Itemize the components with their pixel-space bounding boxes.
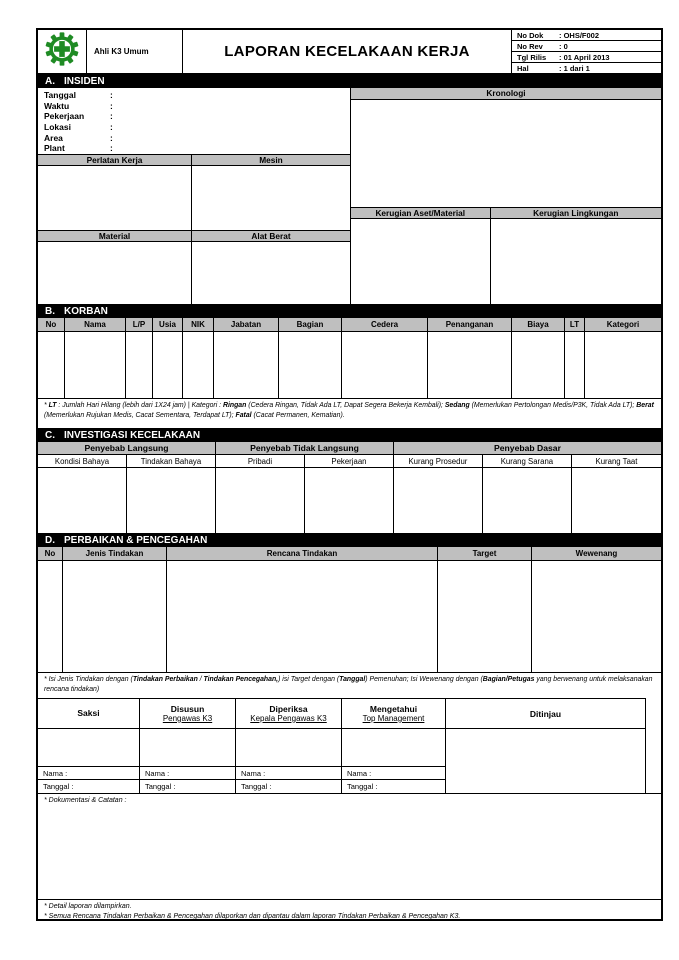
dokumentasi-label: * Dokumentasi & Catatan :: [44, 797, 127, 804]
kerugian-aset-box: [351, 219, 491, 304]
note-text: yang berwenang untuk melaksanakan rencana tindakan): [44, 676, 653, 693]
doc-info-label: No Rev: [517, 41, 543, 51]
section-letter: C.: [45, 429, 55, 441]
cell-kurang-taat: [572, 468, 661, 533]
cell-pribadi: [216, 468, 305, 533]
col-pribadi: Pribadi: [216, 455, 305, 467]
signature-header: [342, 699, 445, 729]
field-label: Waktu: [44, 100, 70, 111]
cell-penanganan: [428, 332, 512, 398]
cell-tindakan-bahaya: [127, 468, 216, 533]
name-line: Nama :: [236, 767, 341, 780]
header-kerugian-lingkungan: Kerugian Lingkungan: [491, 208, 662, 218]
perbaikan-table-header: [38, 547, 661, 561]
field-label: Area: [44, 132, 63, 143]
form-title: LAPORAN KECELAKAAN KERJA: [224, 43, 470, 60]
header-mesin: Mesin: [192, 155, 350, 165]
date-line: Tanggal :: [145, 782, 176, 792]
field-label: Tanggal: [44, 90, 76, 101]
signature-title: Mengetahui: [369, 703, 418, 714]
note-text: (Memerlukan Rujukan Medis, Cacat Sementara, Terdapat LT);: [44, 412, 236, 419]
doc-info-label: Hal: [517, 63, 529, 73]
col-nik: NIK: [183, 318, 214, 331]
note-text: * Isi Jenis Tindakan dengan (: [44, 676, 133, 683]
field-area: [44, 132, 350, 143]
cell-nik: [183, 332, 214, 398]
note-text: *: [44, 402, 49, 409]
field-label: Pekerjaan: [44, 111, 85, 122]
section-d-bar: [38, 533, 661, 547]
cell-bagian: [279, 332, 342, 398]
signature-space: [140, 729, 235, 768]
doc-info-value: : 0: [559, 41, 568, 51]
cell-no: [38, 561, 63, 672]
signature-header: [446, 699, 645, 729]
cell-kurang-prosedur: [394, 468, 483, 533]
doc-info-value: : OHS/F002: [559, 30, 600, 40]
signature-title: Ditinjau: [529, 708, 562, 719]
field-colon: :: [110, 122, 113, 133]
korban-footnote: [38, 398, 661, 428]
field-colon: :: [110, 132, 113, 143]
doc-info-row: [512, 52, 661, 63]
col-cedera: Cedera: [342, 318, 428, 331]
signature-col-mengetahui: [342, 699, 446, 793]
header-kerugian-aset: Kerugian Aset/Material: [351, 208, 491, 218]
col-jenis-tindakan: Jenis Tindakan: [63, 547, 167, 560]
korban-table-header: [38, 318, 661, 332]
incident-detail-column: [38, 88, 350, 304]
col-kurang-prosedur: Kurang Prosedur: [394, 455, 483, 467]
kerugian-entry-row: [351, 219, 661, 304]
note-bold: Sedang: [444, 402, 470, 409]
field-lokasi: [44, 122, 350, 133]
incident-fields: [38, 88, 350, 154]
note-bold: Tindakan Perbaikan: [132, 676, 198, 683]
section-b-bar: [38, 304, 661, 318]
name-line: Nama :: [140, 767, 235, 780]
col-lt: LT: [565, 318, 585, 331]
footer-note-line: * Semua Rencana Tindakan Perbaikan & Pencegahan dilaporkan dan dipantau dalam laporan Tindakan Perbaikan & Pencegahan K3.: [44, 913, 461, 921]
field-colon: :: [110, 111, 113, 122]
signature-title: Saksi: [77, 708, 100, 719]
cell-no: [38, 332, 65, 398]
field-label: Plant: [44, 143, 65, 154]
doc-info-row: [512, 41, 661, 52]
note-text: ) isi Target dengan (: [278, 676, 340, 683]
doc-info-row: [512, 30, 661, 41]
dokumentasi-box: [38, 793, 661, 899]
organization-name: Ahli K3 Umum: [87, 30, 183, 73]
field-tanggal: [44, 90, 350, 101]
field-label: Lokasi: [44, 122, 71, 133]
note-bold: Tindakan Pencegahan,: [203, 676, 279, 683]
material-entry-row: [38, 242, 350, 304]
cell-target: [438, 561, 532, 672]
signature-space: [236, 729, 341, 768]
group-penyebab-dasar: Penyebab Dasar: [494, 443, 561, 453]
doc-info-value: : 1 dari 1: [559, 63, 590, 73]
date-line: Tanggal :: [43, 782, 74, 792]
field-waktu: [44, 101, 350, 112]
signature-header: [38, 699, 139, 729]
group-penyebab-tidak-langsung: Penyebab Tidak Langsung: [216, 442, 394, 454]
kronologi-box: [351, 100, 661, 207]
footer-note-line: * Detail laporan dilampirkan.: [44, 903, 132, 910]
signature-subtitle: Pengawas K3: [162, 713, 213, 723]
col-usia: Usia: [153, 318, 183, 331]
note-text: (Memerlukan Pertolongan Medis/P3K, Tidak Ada LT);: [469, 402, 637, 409]
signature-col-ditinjau: [446, 699, 645, 793]
section-letter: B.: [45, 305, 55, 317]
col-no: No: [38, 547, 63, 560]
cell-kategori: [585, 332, 661, 398]
perbaikan-footnote: [38, 672, 661, 698]
cell-biaya: [512, 332, 565, 398]
cell-kondisi-bahaya: [38, 468, 127, 533]
section-title: INSIDEN: [64, 75, 105, 87]
note-text: ) Pemenuhan; Isi Wewenang dengan (: [365, 676, 483, 683]
material-header-row: [38, 230, 350, 242]
col-kurang-taat: Kurang Taat: [595, 456, 638, 466]
col-rencana-tindakan: Rencana Tindakan: [167, 547, 438, 560]
doc-info-label: No Dok: [517, 30, 544, 40]
field-colon: :: [110, 100, 113, 111]
signature-col-diperiksa: [236, 699, 342, 793]
cell-kurang-sarana: [483, 468, 572, 533]
section-title: INVESTIGASI KECELAKAAN: [64, 429, 201, 441]
kronologi-column: [350, 88, 661, 304]
section-letter: D.: [45, 534, 55, 546]
doc-info-value: : 01 April 2013: [559, 52, 610, 62]
perbaikan-entry-row: [38, 561, 661, 672]
equipment-entry-row: [38, 166, 350, 230]
footer-notes: [38, 899, 661, 923]
note-bold: Ringan: [223, 402, 247, 409]
form-header: [38, 30, 661, 74]
cell-pekerjaan: [305, 468, 394, 533]
cell-lt: [565, 332, 585, 398]
name-line: Nama :: [38, 767, 139, 780]
signature-space: [38, 729, 139, 768]
col-tindakan-bahaya: Tindakan Bahaya: [127, 455, 216, 467]
note-bold: Berat: [636, 402, 654, 409]
equipment-header-row: [38, 154, 350, 166]
note-bold: LT: [48, 402, 57, 409]
signature-header: [140, 699, 235, 729]
ditinjau-space: [446, 729, 645, 793]
date-line: Tanggal :: [241, 782, 272, 792]
logo-cell: [38, 30, 87, 73]
section-title: KORBAN: [64, 305, 108, 317]
kerugian-header-row: [351, 207, 661, 219]
header-alat-berat: Alat Berat: [192, 231, 350, 241]
field-pekerjaan: [44, 111, 350, 122]
accident-report-form: [36, 28, 663, 921]
cell-wewenang: [532, 561, 661, 672]
note-bold: Bagian/Petugas: [482, 676, 535, 683]
cell-usia: [153, 332, 183, 398]
signature-col-saksi: [38, 699, 140, 793]
field-plant: [44, 143, 350, 154]
document-info-box: [511, 30, 661, 73]
note-text: (Cacat Permanen, Kematian).: [251, 412, 345, 419]
header-peralatan-kerja: Perlatan Kerja: [38, 155, 192, 165]
field-colon: :: [110, 90, 113, 101]
col-biaya: Biaya: [512, 318, 565, 331]
signature-table: [38, 698, 646, 793]
cell-nama: [65, 332, 126, 398]
group-penyebab-langsung: Penyebab Langsung: [38, 442, 216, 454]
peralatan-kerja-box: [38, 166, 192, 230]
col-no: No: [38, 318, 65, 331]
date-line: Tanggal :: [347, 782, 378, 792]
col-pekerjaan: Pekerjaan: [305, 455, 394, 467]
kerugian-lingkungan-box: [491, 219, 662, 304]
col-jabatan: Jabatan: [214, 318, 279, 331]
col-nama: Nama: [65, 318, 126, 331]
signature-space: [342, 729, 445, 768]
section-title: PERBAIKAN & PENCEGAHAN: [64, 534, 208, 546]
section-letter: A.: [45, 75, 55, 87]
signature-header: [236, 699, 341, 729]
signature-title: Disusun: [170, 703, 205, 714]
penyebab-group-header: [38, 442, 661, 455]
col-penanganan: Penanganan: [428, 318, 512, 331]
note-bold: Tanggal: [339, 676, 366, 683]
cell-jenis-tindakan: [63, 561, 167, 672]
col-target: Target: [438, 547, 532, 560]
doc-info-label: Tgl Rilis: [517, 52, 547, 62]
header-kronologi: Kronologi: [351, 88, 661, 100]
alat-berat-box: [192, 242, 350, 304]
note-bold: Fatal: [235, 412, 252, 419]
signature-title: Diperiksa: [269, 703, 308, 714]
cell-cedera: [342, 332, 428, 398]
col-kurang-sarana: Kurang Sarana: [483, 455, 572, 467]
note-text: /: [197, 676, 204, 683]
korban-table-row: [38, 332, 661, 398]
col-kondisi-bahaya: Kondisi Bahaya: [38, 455, 127, 467]
section-a-bar: [38, 74, 661, 88]
cell-lp: [126, 332, 153, 398]
col-wewenang: Wewenang: [575, 549, 618, 558]
penyebab-sub-header: [38, 455, 661, 468]
cell-jabatan: [214, 332, 279, 398]
section-a-body: [38, 88, 661, 304]
section-c-bar: [38, 428, 661, 442]
penyebab-entry-row: [38, 468, 661, 533]
signature-subtitle: Top Management: [362, 713, 425, 723]
material-box: [38, 242, 192, 304]
field-colon: :: [110, 143, 113, 154]
mesin-box: [192, 166, 350, 230]
col-lp: L/P: [126, 318, 153, 331]
col-bagian: Bagian: [279, 318, 342, 331]
cell-rencana-tindakan: [167, 561, 438, 672]
note-text: (Cedera Ringan, Tidak Ada LT, Dapat Segera Bekerja Kembali);: [246, 402, 445, 409]
col-kategori: Kategori: [606, 320, 640, 329]
header-material: Material: [38, 231, 192, 241]
doc-info-row: [512, 63, 661, 73]
gear-cross-safety-logo-icon: [43, 30, 81, 73]
signature-col-disusun: [140, 699, 236, 793]
name-line: Nama :: [342, 767, 445, 780]
note-text: : Jumlah Hari Hilang (lebih dari 1X24 jam) | Kategori :: [56, 402, 223, 409]
signature-subtitle: Kepala Pengawas K3: [250, 713, 327, 723]
